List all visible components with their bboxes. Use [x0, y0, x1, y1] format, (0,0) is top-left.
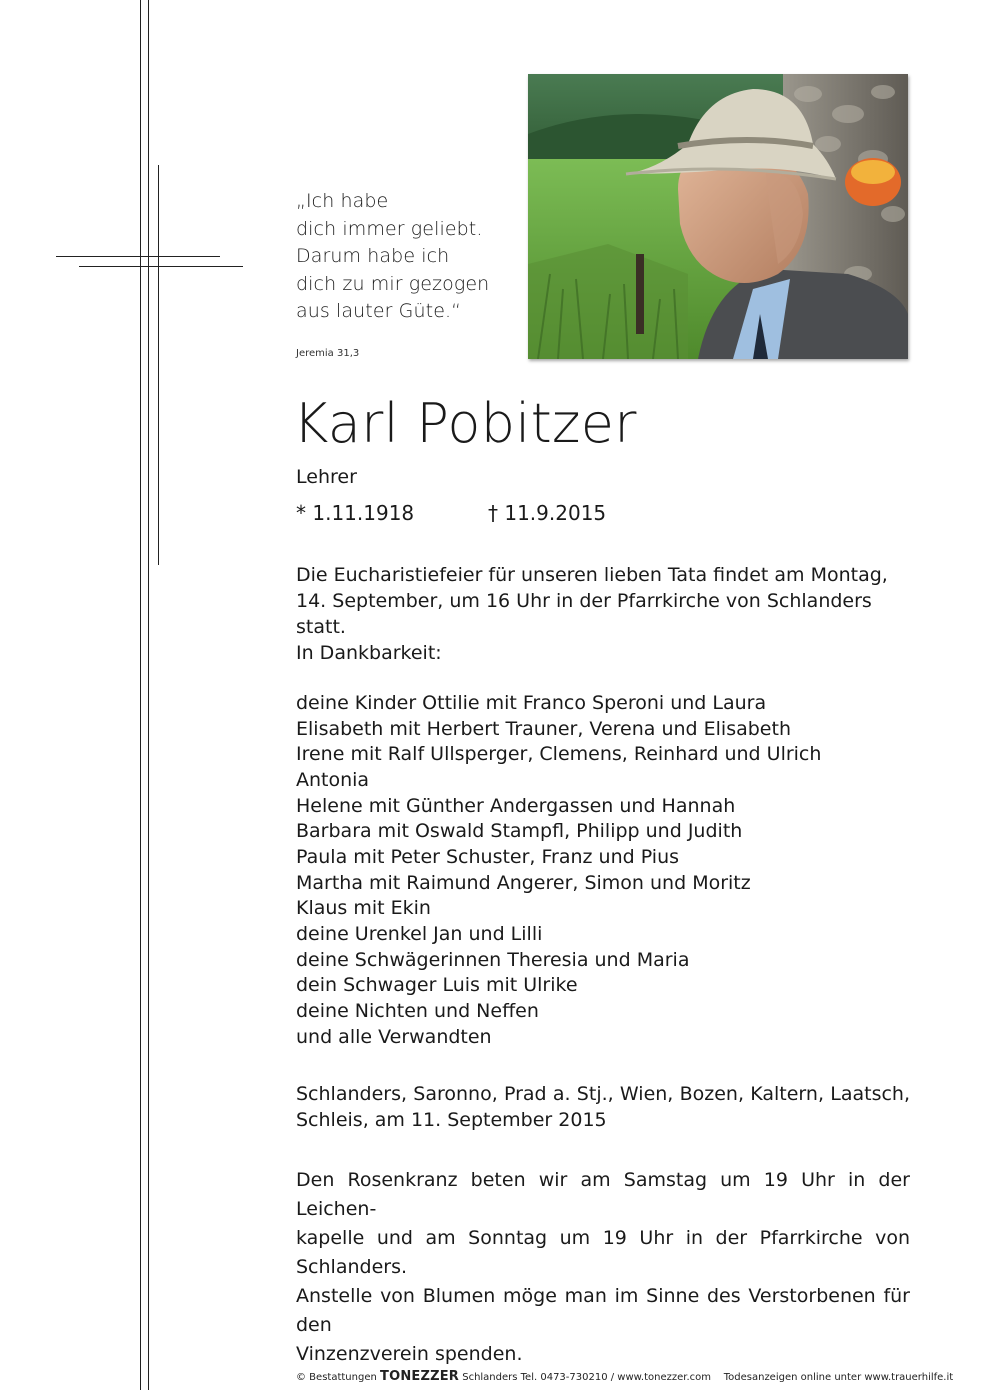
- funeral-home-brand: TONEZZER: [380, 1369, 460, 1384]
- list-item: Irene mit Ralf Ullsperger, Clemens, Reinhard und Ulrich: [296, 743, 822, 766]
- death-date: † 11.9.2015: [488, 501, 607, 525]
- list-item: Martha mit Raimund Angerer, Simon und Moritz: [296, 871, 751, 894]
- quote-reference: Jeremia 31,3: [296, 348, 360, 359]
- footer-online-link[interactable]: Todesanzeigen online unter www.trauerhilfe.it: [723, 1372, 954, 1383]
- rosary-line: Den Rosenkranz beten wir am Samstag um 19 Uhr in der Leichen-: [296, 1169, 910, 1220]
- announcement-line: Die Eucharistiefeier für unseren lieben Tata findet am Montag,: [296, 564, 888, 586]
- list-item: deine Nichten und Neffen: [296, 999, 539, 1022]
- life-dates: [296, 501, 607, 525]
- cross-icon: [0, 0, 260, 1390]
- list-item: deine Schwägerinnen Theresia und Maria: [296, 948, 690, 971]
- footer: [296, 1369, 953, 1384]
- rosary-line: kapelle und am Sonntag um 19 Uhr in der Pfarrkirche von Schlanders.: [296, 1227, 910, 1278]
- list-item: Antonia: [296, 768, 370, 791]
- gratitude-heading: In Dankbarkeit:: [296, 642, 442, 664]
- quote-line: „Ich habe: [296, 190, 389, 212]
- list-item: Helene mit Günther Andergassen und Hannah: [296, 794, 736, 817]
- quote-line: dich zu mir gezogen: [296, 272, 490, 295]
- list-item: und alle Verwandten: [296, 1025, 492, 1048]
- quote-line: dich immer geliebt.: [296, 217, 483, 240]
- announcement-line: 14. September, um 16 Uhr in der Pfarrkirche von Schlanders statt.: [296, 589, 872, 638]
- list-item: Barbara mit Oswald Stampfl, Philipp und Judith: [296, 820, 743, 843]
- list-item: deine Kinder Ottilie mit Franco Speroni und Laura: [296, 692, 767, 714]
- list-item: Klaus mit Ekin: [296, 897, 431, 920]
- footer-prefix: © Bestattungen: [296, 1372, 377, 1383]
- places-line: Schleis, am 11. September 2015: [296, 1108, 607, 1131]
- rosary-notice: [296, 1166, 910, 1369]
- family-list: [296, 691, 821, 1050]
- portrait-photo: [528, 74, 908, 359]
- list-item: Elisabeth mit Herbert Trauner, Verena und Elisabeth: [296, 717, 791, 740]
- quote-line: Darum habe ich: [296, 245, 450, 268]
- birth-date: * 1.11.1918: [296, 501, 415, 525]
- footer-details: Schlanders Tel. 0473-730210 / www.tonezzer.com: [462, 1372, 712, 1383]
- quote-line: aus lauter Güte.“: [296, 300, 462, 323]
- list-item: deine Urenkel Jan und Lilli: [296, 922, 543, 945]
- donation-line: Vinzenzverein spenden.: [296, 1343, 523, 1365]
- mass-announcement: [296, 563, 910, 640]
- places-line: Schlanders, Saronno, Prad a. Stj., Wien, Bozen, Kaltern, Laatsch,: [296, 1083, 910, 1105]
- deceased-occupation: Lehrer: [296, 466, 357, 488]
- list-item: dein Schwager Luis mit Ulrike: [296, 974, 578, 997]
- donation-line: Anstelle von Blumen möge man im Sinne des Verstorbenen für den: [296, 1285, 910, 1336]
- deceased-name: Karl Pobitzer: [293, 392, 637, 455]
- bible-quote: [296, 188, 526, 326]
- list-item: Paula mit Peter Schuster, Franz und Pius: [296, 845, 680, 868]
- places-and-date: [296, 1082, 910, 1134]
